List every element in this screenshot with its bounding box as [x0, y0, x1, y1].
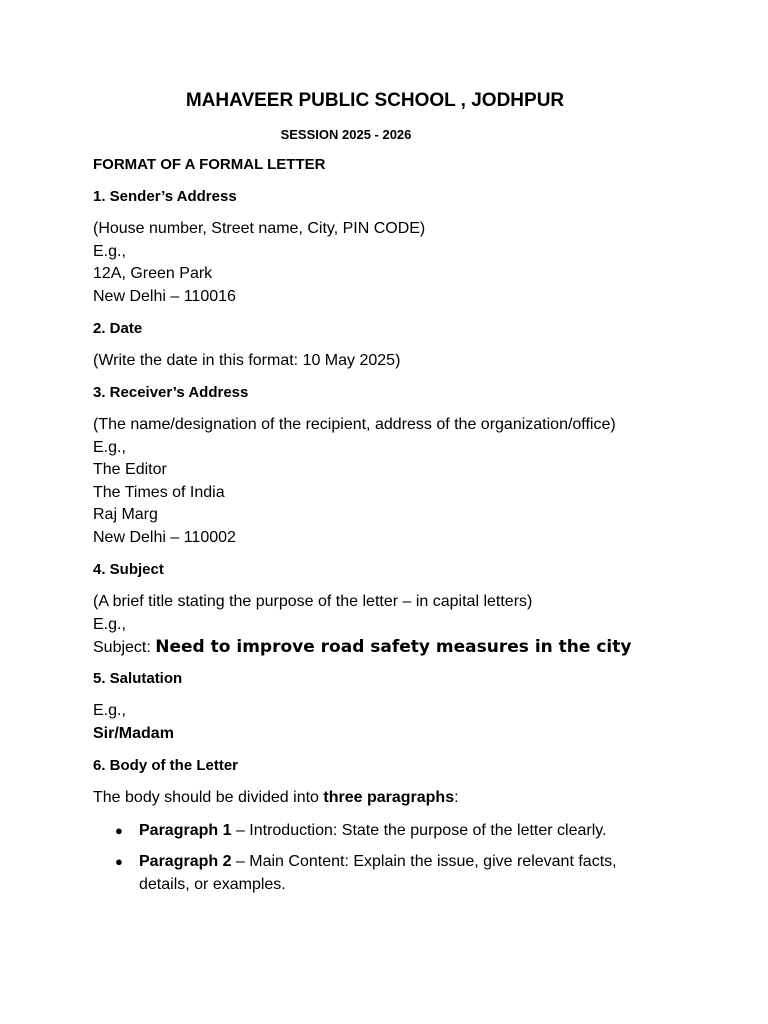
list-item-label: Paragraph 2	[139, 853, 232, 870]
body-intro-post: :	[454, 789, 459, 806]
text-line: E.g.,	[93, 438, 126, 456]
section-subject-body	[93, 591, 713, 660]
text-line: E.g.,	[93, 242, 126, 260]
section-heading-date: 2. Date	[93, 320, 143, 337]
section-date-heading-block	[93, 319, 713, 339]
section-body-heading-block	[93, 756, 713, 776]
bullet-icon: ●	[115, 854, 123, 869]
section-heading-receiver: 3. Receiver’s Address	[93, 384, 249, 401]
subject-prefix: Subject:	[93, 639, 156, 656]
text-line: 12A, Green Park	[93, 265, 213, 282]
section-body-intro	[93, 787, 713, 810]
section-subject-heading-block	[93, 560, 713, 580]
text-line: (A brief title stating the purpose of the letter – in capital letters)	[93, 593, 533, 610]
salutation-example: Sir/Madam	[93, 724, 174, 742]
session-label: SESSION 2025 - 2026	[280, 127, 412, 142]
text-line: The Times of India	[93, 483, 225, 501]
section-heading-body: 6. Body of the Letter	[93, 757, 239, 774]
text-line: (The name/designation of the recipient, address of the organization/office)	[93, 416, 616, 433]
section-receiver-body	[93, 414, 713, 549]
section-heading-subject: 4. Subject	[93, 561, 164, 578]
text-line: E.g.,	[93, 615, 126, 633]
section-salutation-heading-block	[93, 669, 713, 689]
section-sender-heading-block	[93, 187, 713, 207]
format-title-block	[93, 155, 713, 175]
subject-example-line	[93, 636, 713, 660]
section-salutation-body	[93, 700, 713, 745]
section-receiver-heading-block	[93, 383, 713, 403]
subject-example-text: Need to improve road safety measures in the city	[155, 637, 632, 657]
text-line: (Write the date in this format: 10 May 2025)	[93, 352, 401, 369]
section-date-body	[93, 350, 713, 373]
list-item-content: – Main Content: Explain the issue, give relevant facts, details, or examples.	[139, 853, 617, 893]
section-sender-body	[93, 218, 713, 308]
format-title: FORMAT OF A FORMAL LETTER	[93, 156, 326, 173]
list-item-text	[139, 819, 659, 842]
list-item-content: – Introduction: State the purpose of the letter clearly.	[231, 822, 607, 839]
list-item-label: Paragraph 1	[139, 822, 232, 839]
section-heading-sender: 1. Sender’s Address	[93, 188, 237, 205]
text-line: Raj Marg	[93, 506, 158, 523]
text-line: The Editor	[93, 461, 167, 478]
section-heading-salutation: 5. Salutation	[93, 670, 183, 687]
list-item-text	[139, 850, 659, 896]
school-title: MAHAVEER PUBLIC SCHOOL , JODHPUR	[185, 90, 565, 111]
text-line: New Delhi – 110002	[93, 528, 236, 546]
text-line: New Delhi – 110016	[93, 287, 236, 305]
body-intro-bold: three paragraphs	[323, 789, 455, 806]
body-intro-pre: The body should be divided into	[93, 789, 324, 806]
text-line: (House number, Street name, City, PIN CODE)	[93, 220, 426, 237]
text-line: E.g.,	[93, 702, 126, 719]
bullet-icon: ●	[115, 823, 123, 838]
body-intro-line	[93, 787, 713, 810]
